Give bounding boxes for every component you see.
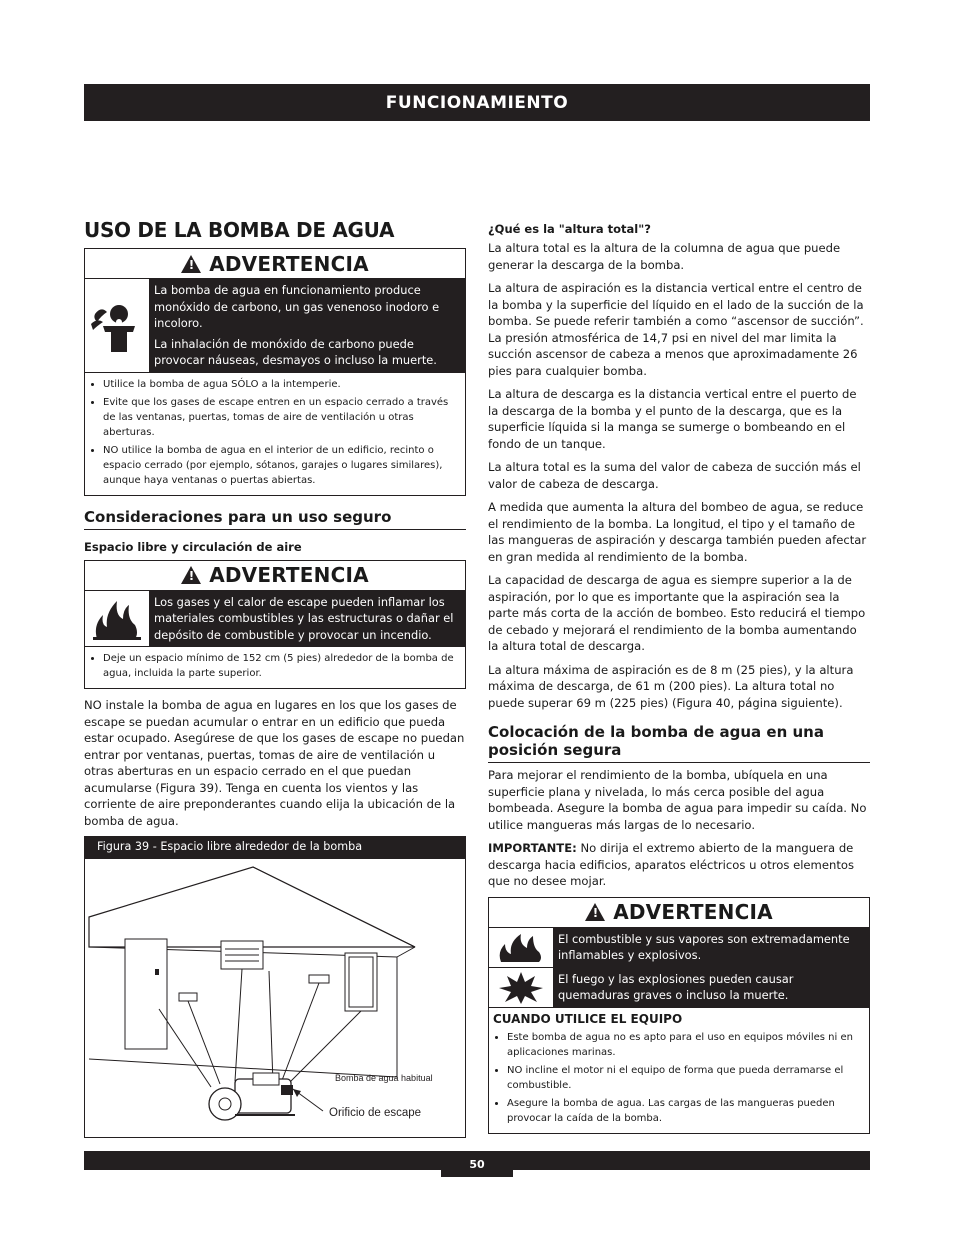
warning-title-text: ADVERTENCIA (209, 563, 369, 587)
warning-bullets (85, 647, 465, 688)
small-heading: ¿Qué es la "altura total"? (488, 222, 651, 236)
header-title: FUNCIONAMIENTO (385, 92, 569, 113)
body-paragraph: La altura total es la altura de la columna de agua que puede generar la descarga de la bomba. (488, 241, 841, 272)
warning-text-2: La inhalación de monóxido de carbono puede provocar náuseas, desmayos o incluso la muerte. (154, 336, 437, 367)
small-heading: Espacio libre y circulación de aire (84, 539, 302, 554)
list-item: • NO utilice la bomba de agua en el interior de un edificio, recinto o espacio cerrado (por ejemplo, sótanos, garajes o lugares similares), aunque haya ventanas o puertas abiertas. (103, 443, 459, 488)
warning-bullets (489, 1026, 869, 1133)
page-number: 50 (441, 1151, 513, 1177)
warning-text-1: La bomba de agua en funcionamiento produce monóxido de carbono, un gas venenoso inodoro e incoloro. (154, 283, 440, 330)
warning-title-text: ADVERTENCIA (613, 900, 773, 924)
body-paragraph: La capacidad de descarga de agua es siempre superior a la de aspiración, por lo que es importante que la aspiración sea la parte más corta de la acción de bombeo. Esto reducirá el tiempo de cebado y mejorará el rendimiento de la bomba aumentando la altura total de descarga. (488, 573, 866, 653)
figure-39 (84, 836, 466, 1138)
warning-text (150, 591, 465, 647)
warning-title (489, 898, 869, 928)
warning-text-1: Los gases y el calor de escape pueden inflamar los materiales combustibles y las estructuras o dañar el depósito de combustible y provocar un incendio. (154, 594, 454, 642)
important-text: No dirija el extremo abierto de la manguera de descarga hacia edificios, aparatos eléctricos u otros elementos que no desee mojar. (488, 841, 855, 888)
warning-box-co (84, 248, 466, 496)
warning-title-text: ADVERTENCIA (209, 251, 369, 276)
warning-bullets (85, 373, 465, 495)
warning-row (489, 968, 869, 1008)
warning-box-fuel (488, 897, 870, 1134)
important-paragraph (488, 840, 870, 890)
body-paragraph: La altura de descarga es la distancia vertical entre el puerto de la descarga de la bomba y el punto de la descarga, que es la superficie líquida si la manga se sumerge o bombeando en el fondo de un tanque. (488, 387, 857, 451)
pump-label: Bomba de agua habitual (335, 1073, 433, 1083)
subsection-title: Consideraciones para un uso seguro (84, 508, 466, 530)
list-item: • NO incline el motor ni el equipo de forma que pueda derramarse el combustible. (507, 1063, 863, 1093)
list-item: • Este bomba de agua no es apto para el uso en equipos móviles ni en aplicaciones marinas. (507, 1030, 863, 1060)
house-pump-illustration (85, 859, 465, 1137)
exhaust-label: Orificio de escape (329, 1107, 422, 1119)
warning-row (85, 279, 465, 373)
body-paragraph: NO instale la bomba de agua en lugares en los que los gases de escape se puedan acumular o entrar en un edificio que pueda estar ocupado. Asegúrese de que los gases de escape no puedan entrar por ventanas, puertas, tomas de aire de ventilación u otras aberturas en un espacio cerrado en el que puedan acumularse (Figura 39). Tenga en cuenta los vientos y las corriente de aire preponderantes cuando elija la ubicación de la bomba de agua. (84, 698, 465, 828)
section-title: USO DE LA BOMBA DE AGUA (84, 218, 395, 242)
figure-illustration (85, 859, 465, 1137)
important-label: IMPORTANTE: (488, 841, 577, 855)
warning-box-fire (84, 560, 466, 690)
body-paragraph: A medida que aumenta la altura del bombeo de agua, se reduce el rendimiento de la bomba. La longitud, el tipo y el tamaño de las mangueras de aspiración y descarga también pueden afectar en gran medida al rendimiento de la bomba. (488, 500, 867, 564)
warning-row (489, 928, 869, 968)
warning-triangle-icon (181, 255, 201, 273)
fire-icon (489, 928, 554, 967)
section-header (84, 84, 870, 121)
right-column (488, 222, 870, 1142)
left-column (84, 218, 466, 1138)
warning-triangle-icon (585, 903, 605, 921)
toxic-gas-icon (85, 279, 150, 372)
warning-title (85, 561, 465, 591)
warning-triangle-icon (181, 566, 201, 584)
body-paragraph: La altura total es la suma del valor de cabeza de succión más el valor de cabeza de descarga. (488, 460, 861, 491)
warning-text (554, 928, 869, 967)
warning-text (150, 279, 465, 372)
list-item: • Deje un espacio mínimo de 152 cm (5 pies) alrededor de la bomba de agua, incluida la parte superior. (103, 651, 459, 681)
warning-row (85, 591, 465, 648)
fire-icon (85, 591, 150, 647)
usage-heading: CUANDO UTILICE EL EQUIPO (493, 1011, 683, 1026)
figure-caption: Figura 39 - Espacio libre alrededor de la bomba (85, 837, 465, 859)
list-item: • Utilice la bomba de agua SÓLO a la intemperie. (103, 377, 459, 392)
body-paragraph: Para mejorar el rendimiento de la bomba, ubíquela en una superficie plana y nivelada, lo más cerca posible del agua bombeada. Asegure la bomba de agua para impedir su caída. No utilice mangueras más largas de lo necesario. (488, 768, 867, 832)
list-item: • Evite que los gases de escape entren en un espacio cerrado a través de las ventanas, puertas, tomas de aire de ventilación u otras aberturas. (103, 395, 459, 440)
subsection-title: Colocación de la bomba de agua en una posición segura (488, 723, 870, 763)
warning-text-2: El fuego y las explosiones pueden causar quemaduras graves o incluso la muerte. (558, 971, 794, 1002)
pump-illustration (209, 1073, 295, 1120)
warning-text (554, 968, 869, 1007)
body-paragraph: La altura de aspiración es la distancia vertical entre el centro de la bomba y la superficie del líquido en el lado de la succión de la bomba. Se puede referir también a como “ascensor de succión”. La presión atmosférica de 14,7 psi en nivel del mar limita la succión ascensor de cabeza a menos que aproximadamente 26 pies para cualquier bomba. (488, 281, 864, 378)
body-paragraph: La altura máxima de aspiración es de 8 m (25 pies), y la altura máxima de descarga, de 61 m (200 pies). La altura total no puede superar 69 m (225 pies) (Figura 40, página siguiente). (488, 662, 854, 710)
warning-text-1: El combustible y sus vapores son extremadamente inflamables y explosivos. (558, 931, 850, 962)
explosion-icon (489, 968, 554, 1007)
warning-title (85, 249, 465, 279)
list-item: • Asegure la bomba de agua. Las cargas de las mangueras pueden provocar la caída de la bomba. (507, 1096, 863, 1126)
